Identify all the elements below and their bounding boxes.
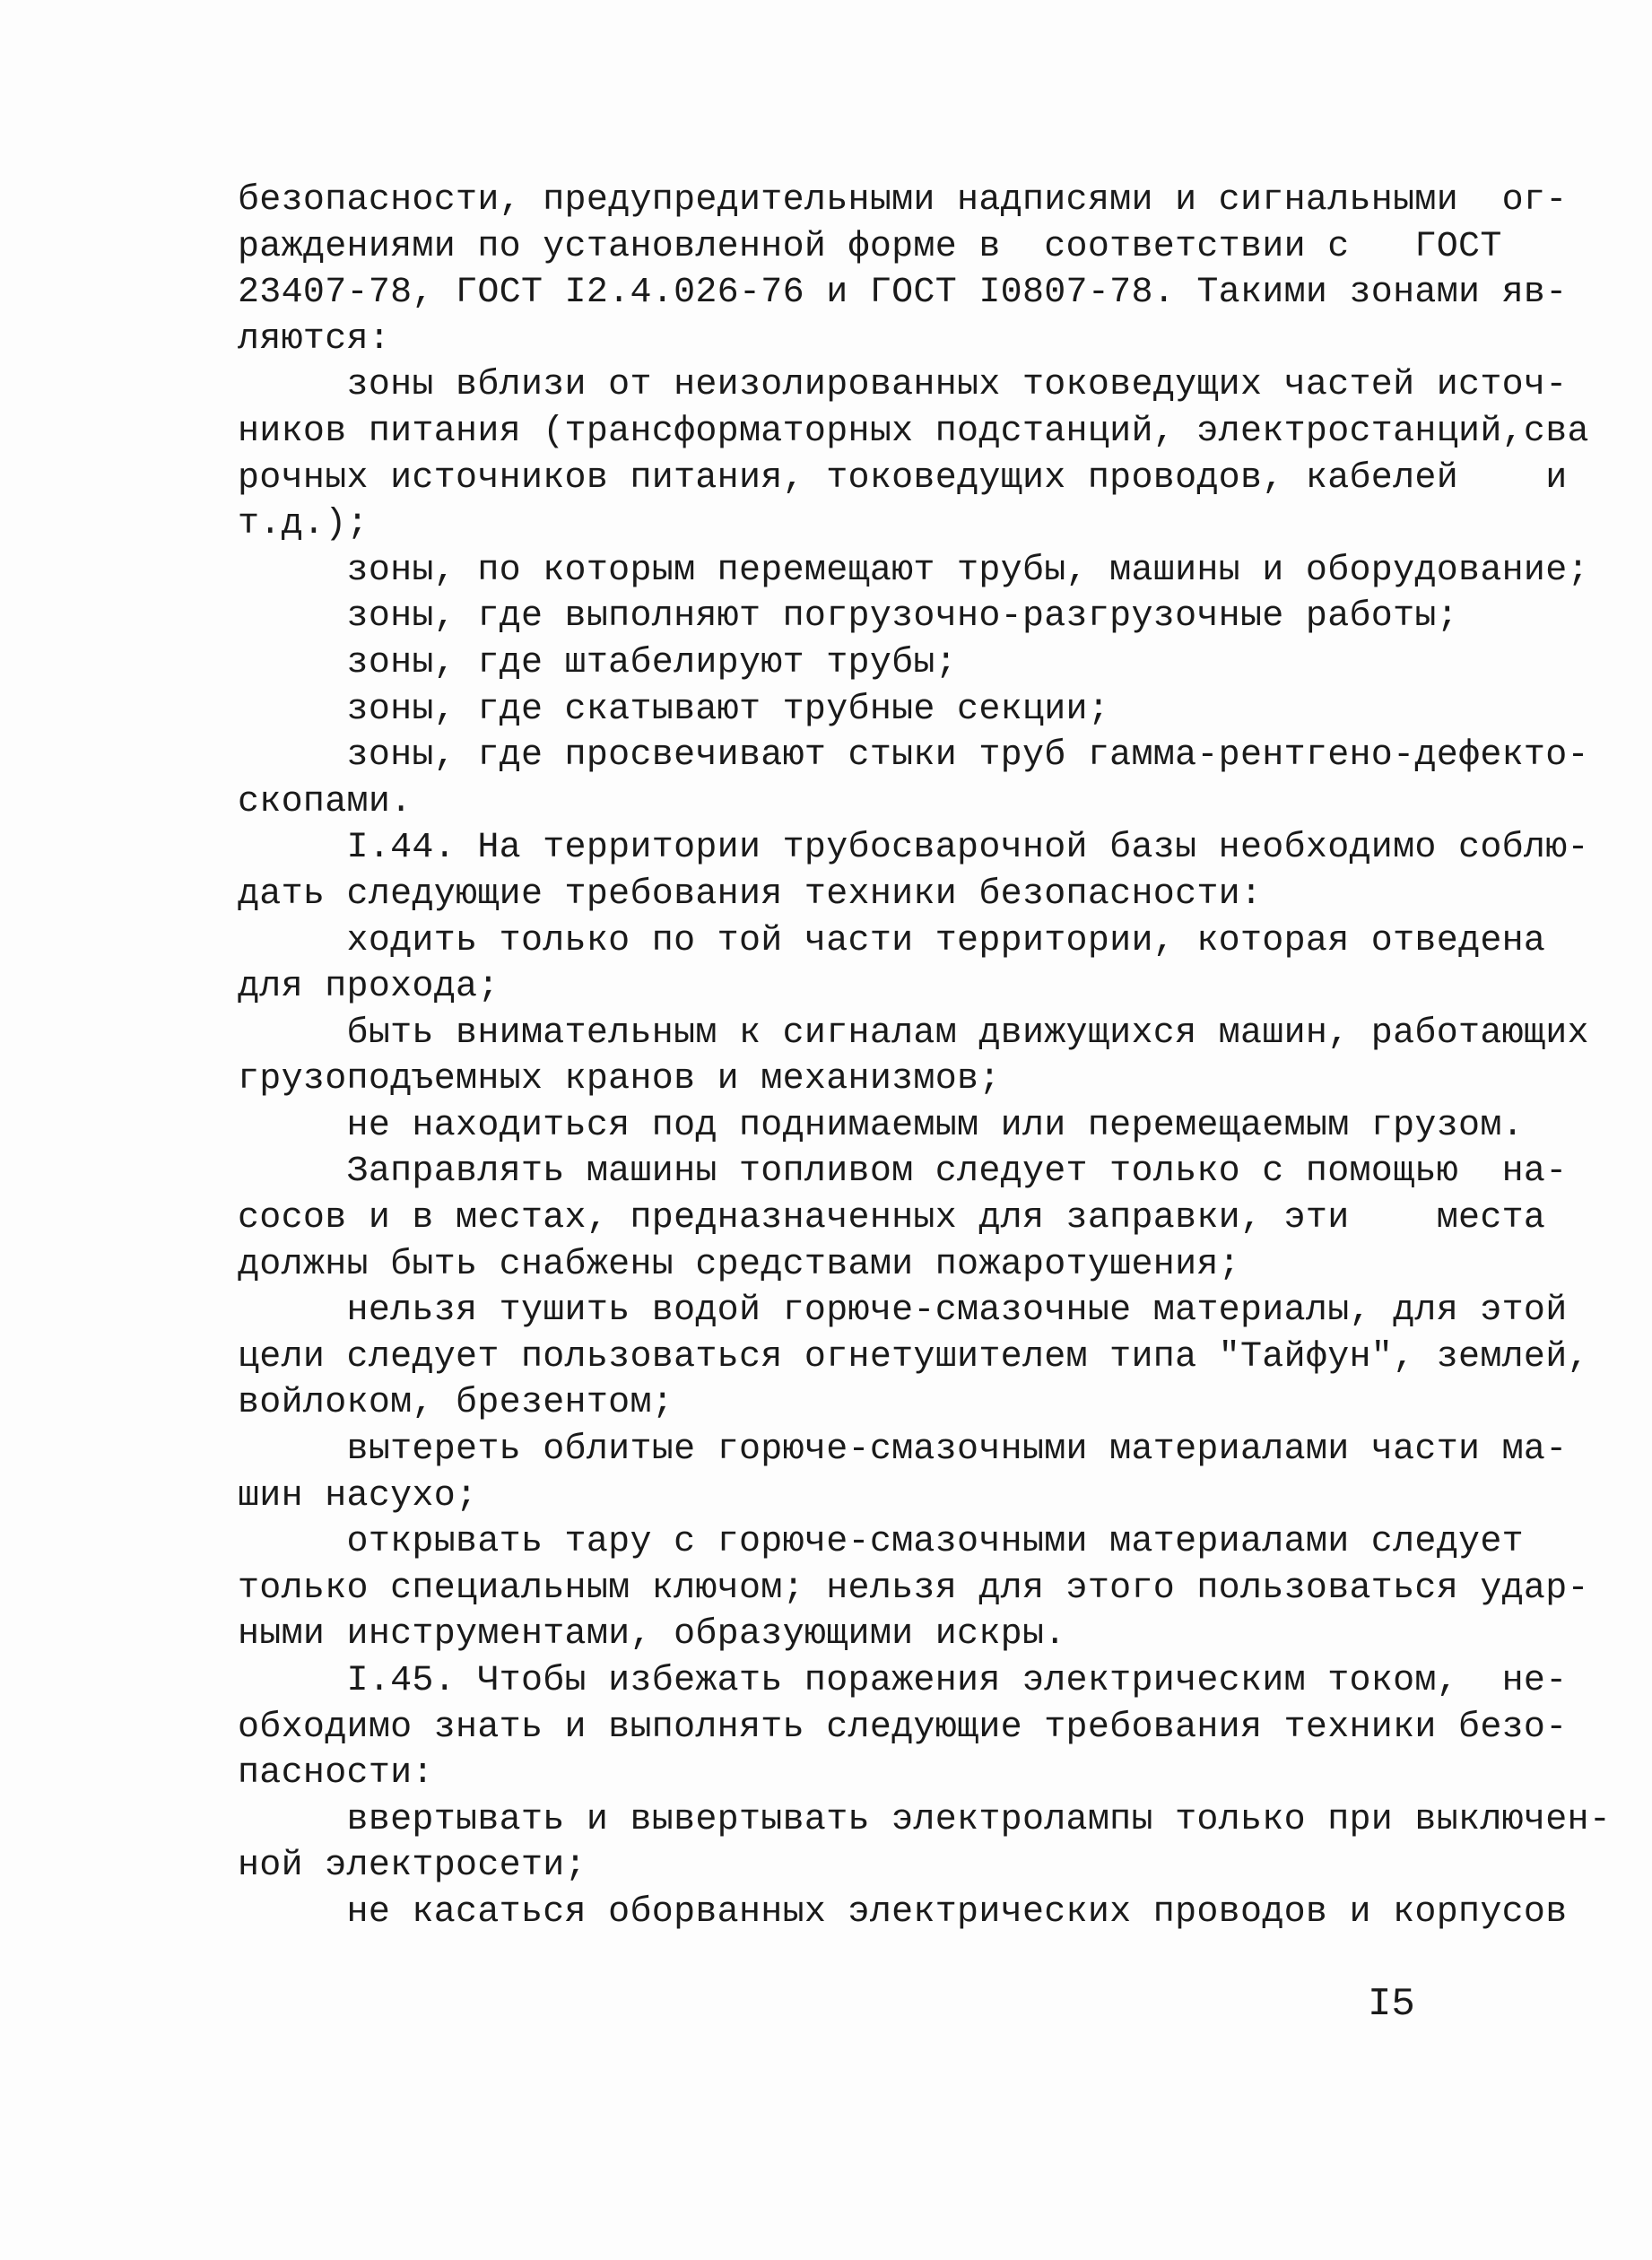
text-line: сосов и в местах, предназначенных для заправки, эти места	[238, 1198, 1546, 1239]
text-line: открывать тару с горюче-смазочными материалами следует	[238, 1522, 1524, 1563]
text-line: обходимо знать и выполнять следующие требования техники безо-	[238, 1707, 1568, 1748]
text-line: цели следует пользоваться огнетушителем типа "Тайфун", землей,	[238, 1336, 1589, 1378]
text-line: зоны вблизи от неизолированных токоведущих частей источ-	[238, 365, 1568, 406]
text-line: рочных источников питания, токоведущих проводов, кабелей и	[238, 457, 1568, 499]
text-line: шин насухо;	[238, 1475, 478, 1517]
text-line: зоны, где выполняют погрузочно-разгрузочные работы;	[238, 596, 1459, 638]
text-line: нельзя тушить водой горюче-смазочные материалы, для этой	[238, 1291, 1568, 1332]
text-line: т.д.);	[238, 504, 369, 545]
text-line: безопасности, предупредительными надписями и сигнальными ог-	[238, 180, 1568, 221]
text-line: I.44. На территории трубосварочной базы необходимо соблю-	[238, 828, 1589, 869]
text-line: Заправлять машины топливом следует только с помощью на-	[238, 1152, 1568, 1193]
text-line: зоны, где просвечивают стыки труб гамма-рентгено-дефекто-	[238, 735, 1589, 777]
text-line: 23407-78, ГОСТ I2.4.026-76 и ГОСТ I0807-78. Такими зонами яв-	[238, 273, 1568, 314]
text-line: ной электросети;	[238, 1846, 587, 1887]
text-line: не касаться оборванных электрических проводов и корпусов	[238, 1891, 1568, 1933]
text-line: дать следующие требования техники безопасности:	[238, 874, 1263, 915]
text-line: ввертывать и вывертывать электролампы только при выключен-	[238, 1799, 1612, 1840]
text-line: зоны, где штабелируют трубы;	[238, 642, 958, 683]
text-line: пасности:	[238, 1753, 434, 1795]
text-line: ляются:	[238, 318, 391, 360]
text-line: скопами.	[238, 781, 413, 822]
text-line: ходить только по той части территории, которая отведена	[238, 920, 1546, 961]
text-line: раждениями по установленной форме в соответствии с ГОСТ	[238, 226, 1502, 267]
text-line: зоны, где скатывают трубные секции;	[238, 689, 1110, 730]
text-line: зоны, по которым перемещают трубы, машины и оборудование;	[238, 550, 1589, 591]
text-line: должны быть снабжены средствами пожаротушения;	[238, 1244, 1240, 1285]
text-line: грузоподъемных кранов и механизмов;	[238, 1059, 1001, 1100]
text-line: ными инструментами, образующими искры.	[238, 1614, 1066, 1656]
text-line: не находиться под поднимаемым или перемещаемым грузом.	[238, 1105, 1524, 1146]
page-number: I5	[1368, 1982, 1415, 2027]
text-line: быть внимательным к сигналам движущихся машин, работающих	[238, 1013, 1589, 1054]
text-line: войлоком, брезентом;	[238, 1383, 674, 1424]
text-line: I.45. Чтобы избежать поражения электрическим током, не-	[238, 1661, 1568, 1701]
body-text	[238, 178, 1612, 1936]
text-line: только специальным ключом; нельзя для этого пользоваться удар-	[238, 1568, 1589, 1609]
text-line: ников питания (трансформаторных подстанций, электростанций,сва	[238, 411, 1589, 452]
text-line: вытереть облитые горюче-смазочными материалами части ма-	[238, 1430, 1568, 1471]
text-line: для прохода;	[238, 967, 500, 1008]
